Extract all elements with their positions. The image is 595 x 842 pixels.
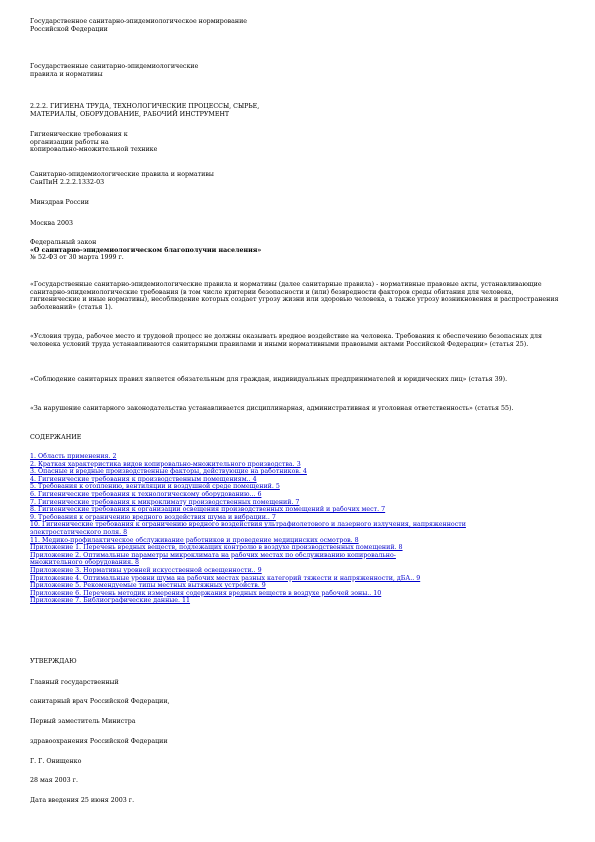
toc-link-appendix-2[interactable]: Приложение 2. Оптимальные параметры микроклимата на рабочих местах по обслуживанию копировально-множительного оборудования. 8 — [30, 551, 396, 567]
toc-link-9[interactable]: 9. Требования к ограничению вредного воздействия шума и вибрации.. 7 — [30, 513, 276, 521]
quote-3 — [30, 376, 565, 384]
quote-3-text: «Соблюдение санитарных правил является обязательным для граждан, индивидуальных предпринимателей и юридических лиц» (статья 39). — [30, 376, 508, 383]
approval-line-4: здравоохранения Российской Федерации — [30, 738, 168, 745]
law-line-1: Федеральный закон — [30, 239, 97, 246]
approval-line-1: Главный государственный — [30, 679, 119, 686]
toc-link-2[interactable]: 2. Краткая характеристика видов копировально-множительного производства. 3 — [30, 460, 301, 468]
table-of-contents — [30, 453, 570, 605]
rules-heading-line-1: Государственные санитарно-эпидемиологические — [30, 63, 199, 70]
toc-link-appendix-3[interactable]: Приложение 3. Нормативы уровней искусственной освещенности.. 9 — [30, 566, 262, 574]
contents-heading-block — [30, 434, 570, 442]
approval-line-2: санитарный врач Российской Федерации, — [30, 698, 170, 705]
quote-1-text: «Государственные санитарно-эпидемиологические правила и нормативы (далее санитарные правила) - нормативные правовые акты, устанавливающие санитарно-эпидемиологические требования (в том числе критерии безопасности и (или) безвредности факторов среды обитания для человека, гигиенические и иные нормативы), несоблюдение которых создает угрозу жизни или здоровью человека, а также угрозу возникновения и распространения заболеваний» (статья 1). — [30, 281, 559, 311]
quote-2-text: «Условия труда, рабочее место и трудовой процесс не должны оказывать вредное воздействие на человека. Требования к обеспечению безопасных для человека условий труда устанавливаются санитарными правилами и иными нормативными правовыми актами Российской Федерации» (статья 25). — [30, 333, 542, 348]
approval-date-block — [30, 777, 570, 785]
ministry: Минздрав России — [30, 199, 89, 206]
effective-date-block — [30, 797, 570, 805]
rules-heading — [30, 63, 570, 78]
approval-line-4-block — [30, 738, 570, 746]
toc-link-appendix-1[interactable]: Приложение 1. Перечень вредных веществ, подлежащих контролю в воздухе производственных помещений. 8 — [30, 544, 403, 552]
section-title — [30, 103, 570, 118]
city-year-block — [30, 220, 570, 228]
quote-4 — [30, 405, 565, 413]
toc-link-appendix-4[interactable]: Приложение 4. Оптимальные уровни шума на рабочих местах разных категорий тяжести и напряженности, дБА.. 9 — [30, 574, 421, 582]
toc-link-10[interactable]: 10. Гигиенические требования к ограничению вредного воздействия ультрафиолетового и лазерного излучения, напряженности электростатического поля. 8 — [30, 521, 466, 536]
approval-heading: УТВЕРЖДАЮ — [30, 658, 77, 665]
document-title-line-1: Гигиенические требования к — [30, 131, 128, 138]
law-line-3: № 52-ФЗ от 30 марта 1999 г. — [30, 254, 124, 262]
toc-link-appendix-7[interactable]: Приложение 7. Библиографические данные. 11 — [30, 597, 191, 605]
law-block — [30, 239, 570, 262]
document-title-line-2: организации работы на — [30, 138, 109, 146]
toc-link-1[interactable]: 1. Область применения. 2 — [30, 453, 117, 460]
approval-heading-block — [30, 658, 570, 666]
approval-line-3-block — [30, 718, 570, 726]
section-title-line-2: МАТЕРИАЛЫ, ОБОРУДОВАНИЕ, РАБОЧИЙ ИНСТРУМЕНТ — [30, 110, 230, 118]
toc-link-11[interactable]: 11. Медико-профилактическое обслуживание работников и проведение медицинских осмотров. 8 — [30, 536, 359, 544]
toc-link-appendix-6[interactable]: Приложение 6. Перечень методик измерения содержания вредных веществ в воздухе рабочей зоны.. 10 — [30, 589, 382, 597]
toc-link-6[interactable]: 6. Гигиенические требования к технологическому оборудованию... 6 — [30, 490, 262, 498]
ministry-block — [30, 199, 570, 207]
law-line-2: «О санитарно-эпидемиологическом благополучии населения» — [30, 246, 262, 254]
header-block — [30, 18, 570, 33]
city-year: Москва 2003 — [30, 220, 74, 227]
effective-date: Дата введения 25 июня 2003 г. — [30, 797, 135, 804]
approver-name: Г. Г. Онищенко — [30, 758, 82, 765]
header-line-1: Государственное санитарно-эпидемиологическое нормирование — [30, 18, 248, 25]
approval-line-1-block — [30, 679, 570, 687]
header-line-2: Российской Федерации — [30, 25, 108, 33]
quote-2 — [30, 333, 565, 348]
section-title-line-1: 2.2.2. ГИГИЕНА ТРУДА, ТЕХНОЛОГИЧЕСКИЕ ПРОЦЕССЫ, СЫРЬЕ, — [30, 103, 260, 110]
approval-line-3: Первый заместитель Министра — [30, 718, 136, 725]
sanpin-line-1: Санитарно-эпидемиологические правила и нормативы — [30, 171, 214, 178]
quote-4-text: «За нарушение санитарного законодательства устанавливается дисциплинарная, административная и уголовная ответственность» (статья 55). — [30, 405, 514, 412]
toc-link-3[interactable]: 3. Опасные и вредные производственные факторы, действующие на работников. 4 — [30, 468, 307, 476]
sanpin-code: СанПиН 2.2.2.1332-03 — [30, 178, 105, 186]
toc-link-7[interactable]: 7. Гигиенические требования к микроклимату производственных помещений. 7 — [30, 498, 300, 506]
toc-link-appendix-5[interactable]: Приложение 5. Рекомендуемые типы местных вытяжных устройств. 9 — [30, 582, 266, 590]
approval-name-block — [30, 758, 570, 766]
toc-link-5[interactable]: 5. Требования к отоплению, вентиляции и воздушной среде помещений. 5 — [30, 483, 280, 491]
toc-link-4[interactable]: 4. Гигиенические требования к производственным помещениям.. 4 — [30, 475, 257, 483]
document-title-line-3: копировально-множительной технике — [30, 146, 158, 154]
rules-heading-line-2: правила и нормативы — [30, 70, 103, 78]
quote-1 — [30, 281, 565, 311]
sanpin-block — [30, 171, 570, 186]
toc-link-8[interactable]: 8. Гигиенические требования к организации освещения производственных помещений и рабочих мест. 7 — [30, 506, 386, 514]
approval-date: 28 мая 2003 г. — [30, 777, 78, 784]
approval-line-2-block — [30, 698, 570, 706]
contents-heading: СОДЕРЖАНИЕ — [30, 434, 82, 441]
document-title — [30, 131, 570, 154]
